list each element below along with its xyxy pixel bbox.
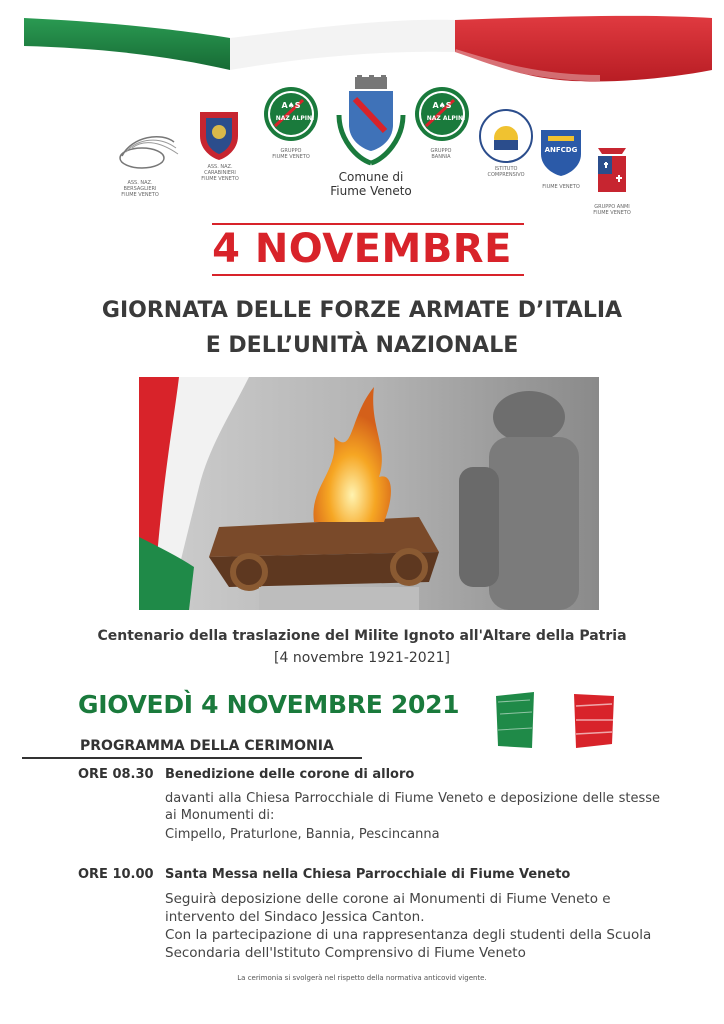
comune-crest-icon <box>333 75 409 167</box>
program-underline <box>22 757 362 759</box>
brush-flag-icon <box>494 690 616 750</box>
event-2-time: ORE 10.00 <box>78 867 154 882</box>
carabinieri-shield-icon <box>196 106 242 162</box>
event-2-desc-line-1: Seguirà deposizione delle corone ai Monumenti di Fiume Veneto e <box>165 891 611 907</box>
event-date-heading: GIOVEDÌ 4 NOVEMBRE 2021 <box>78 690 460 719</box>
event-1-time: ORE 08.30 <box>78 767 154 782</box>
marinai-caption: GRUPPO ANMI FIUME VENETO <box>593 204 631 216</box>
alpini1-badge-text: NAZ ALPINI <box>275 115 315 122</box>
event-2-title: Santa Messa nella Chiesa Parrocchiale di Fiume Veneto <box>165 867 571 882</box>
eternal-flame-photo <box>139 377 599 610</box>
event-1-locations: Cimpello, Praturlone, Bannia, Pescincanna <box>165 827 440 842</box>
event-2-desc-line-2: intervento del Sindaco Jessica Canton. <box>165 909 425 925</box>
anfcdg-badge-text: ANFCDG <box>544 146 578 154</box>
title-top-rule <box>212 223 524 225</box>
bersaglieri-emblem-icon <box>112 128 182 172</box>
title-bottom-rule <box>212 274 524 276</box>
event-1-title: Benedizione delle corone di alloro <box>165 767 415 782</box>
istituto-comprensivo-logo-icon <box>476 108 536 164</box>
event-2-desc-line-3: Con la partecipazione di una rappresentanza degli studenti della Scuola <box>165 927 652 943</box>
bersaglieri-caption: ASS. NAZ. BERSAGLIERI FIUME VENETO <box>121 180 159 198</box>
event-title: 4 NOVEMBRE <box>212 226 512 272</box>
subtitle-line-1: GIORNATA DELLE FORZE ARMATE D’ITALIA <box>101 298 623 323</box>
anfcdg-caption: FIUME VENETO <box>542 184 580 190</box>
alpini-bannia-badge-icon <box>414 86 470 142</box>
svg-text:A♠S: A♠S <box>432 101 452 110</box>
comune-caption: Comune di Fiume Veneto <box>330 170 412 198</box>
marinai-crest-icon <box>592 142 632 202</box>
alpini1-caption: GRUPPO FIUME VENETO <box>272 148 310 160</box>
alpini-fiume-veneto-badge-icon <box>263 86 319 142</box>
event-1-description: davanti alla Chiesa Parrocchiale di Fiume Veneto e deposizione delle stesse ai Monumenti di: <box>165 791 660 823</box>
alpini2-badge-text: NAZ ALPINI <box>426 115 466 122</box>
covid-footer-note: La cerimonia si svolgerà nel rispetto della normativa anticovid vigente. <box>237 974 487 982</box>
program-heading: PROGRAMMA DELLA CERIMONIA <box>80 738 334 754</box>
alpini2-caption: GRUPPO BANNIA <box>430 148 452 160</box>
svg-text:A♠S: A♠S <box>281 101 301 110</box>
istituto-caption: ISTITUTO COMPRENSIVO <box>487 166 525 178</box>
centenary-text: Centenario della traslazione del Milite Ignoto all'Altare della Patria <box>97 628 627 644</box>
subtitle-line-2: E DELL’UNITÀ NAZIONALE <box>205 333 519 358</box>
centenary-dates: [4 novembre 1921-2021] <box>274 650 450 666</box>
anfcdg-shield-icon <box>538 126 584 178</box>
carabinieri-caption: ASS. NAZ. CARABINIERI FIUME VENETO <box>201 164 239 182</box>
event-2-desc-line-4: Secondaria dell'Istituto Comprensivo di Fiume Veneto <box>165 945 526 961</box>
